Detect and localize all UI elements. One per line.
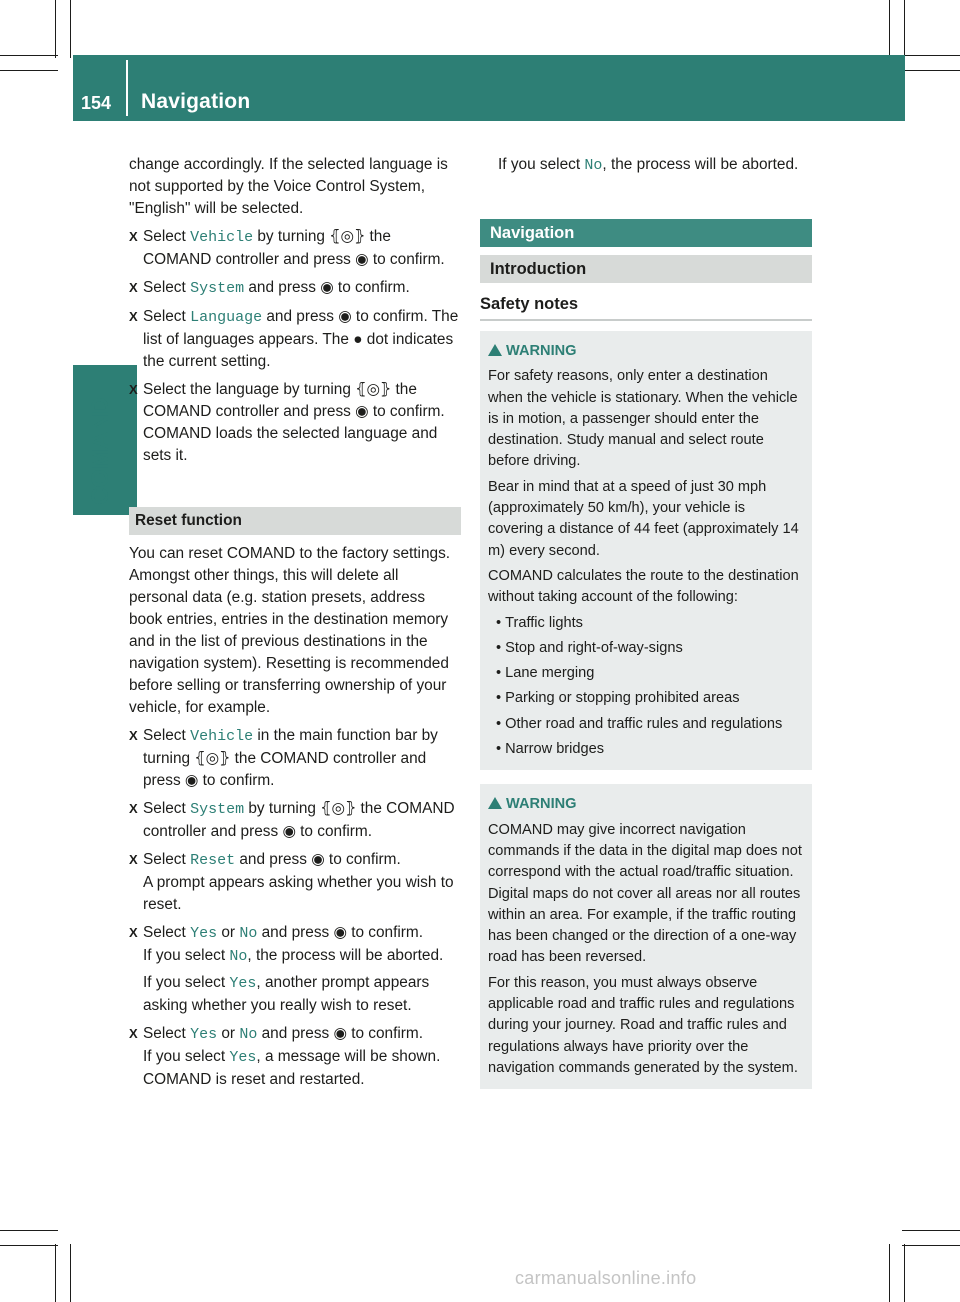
menu-keyword: Yes <box>190 925 218 942</box>
warning-paragraph: Bear in mind that at a speed of just 30 mph (approximately 50 km/h), your vehicle is covering a distance of 44 feet (approximately 14 m) every second. <box>488 478 799 559</box>
warning-paragraph: COMAND may give incorrect navigation commands if the data in the digital map does not correspond with the actual road/traffic situation. Digital maps do not cover all areas nor all routes within an area. For example, if the traffic routing has been changed or the direction of a one-way road has been reversed. <box>488 821 802 966</box>
step-select-vehicle: X Select Vehicle by turning ⦃◎⦄ the COMAND controller and press ◉ to confirm. <box>129 228 445 268</box>
loads-text: COMAND loads the selected language and sets it. <box>143 425 438 464</box>
crop-mark <box>902 1245 960 1246</box>
crop-mark <box>70 1244 71 1302</box>
crop-mark <box>55 1244 56 1302</box>
step-yes-no-2: X Select Yes or No and press ◉ to confirm. If you select Yes, a message will be shown. COMAND is reset and restarted. <box>129 1023 461 1091</box>
step-reset-reset: X Select Reset and press ◉ to confirm. A prompt appears asking whether you wish to reset. <box>129 849 461 916</box>
menu-keyword: No <box>239 1026 258 1043</box>
another-prompt-text: If you select Yes, another prompt appears asking whether you really wish to reset. <box>143 974 430 1014</box>
menu-keyword: Reset <box>190 852 236 869</box>
step-reset-system: X Select System by turning ⦃◎⦄ the COMAND controller and press ◉ to confirm. <box>129 800 455 840</box>
list-item: • Narrow bridges <box>488 739 804 760</box>
list-item: • Lane merging <box>488 663 804 684</box>
menu-keyword: Vehicle <box>190 229 254 246</box>
step-arrow-icon: X <box>129 801 138 816</box>
crop-mark <box>904 1244 905 1302</box>
step-select-system: X Select System and press ◉ to confirm. <box>129 279 410 297</box>
right-column <box>480 154 812 1089</box>
warning-triangle-icon <box>488 344 502 356</box>
step-arrow-icon: X <box>129 309 138 324</box>
warning-paragraph: For this reason, you must always observe applicable road and traffic rules and regulations during your journey. Road and traffic rules and regulations always have priority over the navigation commands generated by the system. <box>488 974 798 1076</box>
warning-title: WARNING <box>488 341 804 362</box>
step-arrow-icon: X <box>129 280 138 295</box>
step-arrow-icon: X <box>129 728 138 743</box>
menu-keyword: Yes <box>190 1026 218 1043</box>
step-arrow-icon: X <box>129 382 138 397</box>
reset-intro: You can reset COMAND to the factory settings. Amongst other things, this will delete all personal data (e.g. station presets, address book entries, entries in the destination memory and in the list of previous destinations in the navigation system). Resetting is recommended before selling or transferring ownership of your vehicle, for example. <box>129 545 451 716</box>
warning-box-2 <box>480 784 812 1089</box>
crop-mark <box>0 70 58 71</box>
menu-keyword: Vehicle <box>190 728 254 745</box>
navigation-heading: Navigation <box>480 219 812 247</box>
crop-mark <box>904 0 905 58</box>
crop-mark <box>70 0 71 58</box>
side-tab-label: COMAND <box>87 397 114 505</box>
crop-mark <box>0 1230 58 1231</box>
warning-paragraph: For safety reasons, only enter a destination when the vehicle is stationary. When the vehicle is in motion, a passenger should enter the destination. Study manual and select route before driving. <box>488 368 798 470</box>
crop-mark <box>0 55 58 56</box>
crop-mark <box>889 0 890 58</box>
crop-mark <box>902 1230 960 1231</box>
list-item: • Stop and right-of-way-signs <box>488 638 804 659</box>
reset-function-heading: Reset function <box>129 507 461 535</box>
step-arrow-icon: X <box>129 925 138 940</box>
left-column <box>129 154 461 1091</box>
page-number: 154 <box>81 93 112 113</box>
watermark: carmanualsonline.info <box>515 1268 697 1288</box>
crop-mark <box>55 0 56 58</box>
message-text: If you select Yes, a message will be shown. COMAND is reset and restarted. <box>143 1048 441 1088</box>
step-yes-no-1: X Select Yes or No and press ◉ to confirm. If you select No, the process will be aborted. If you select Yes, another prompt appears asking whether you really wish to reset. <box>129 922 461 1017</box>
menu-keyword: Language <box>190 309 263 326</box>
section-title: Navigation <box>141 90 251 113</box>
intro-paragraph: change accordingly. If the selected language is not supported by the Voice Control System, "English" will be selected. <box>129 156 448 217</box>
introduction-heading: Introduction <box>480 255 812 283</box>
step-arrow-icon: X <box>129 229 138 244</box>
step-arrow-icon: X <box>129 852 138 867</box>
list-item: • Traffic lights <box>488 613 804 634</box>
list-item: • Parking or stopping prohibited areas <box>488 688 804 709</box>
step-select-language: X Select Language and press ◉ to confirm. The list of languages appears. The ● dot indicates the current setting. <box>129 308 459 370</box>
crop-mark <box>902 70 960 71</box>
menu-keyword: System <box>190 801 245 818</box>
warning-box-1 <box>480 331 812 770</box>
list-item: • Other road and traffic rules and regulations <box>488 714 804 735</box>
safety-notes-heading: Safety notes <box>480 293 812 321</box>
crop-mark <box>902 55 960 56</box>
menu-keyword: No <box>239 925 258 942</box>
warning-triangle-icon <box>488 797 502 809</box>
step-turn-controller: X Select the language by turning ⦃◎⦄ the COMAND controller and press ◉ to confirm. COMAND loads the selected language and sets it. <box>129 379 461 467</box>
crop-mark <box>889 1244 890 1302</box>
step-arrow-icon: X <box>129 1026 138 1041</box>
crop-mark <box>0 1245 58 1246</box>
abort-text-continued: If you select No, the process will be aborted. <box>498 156 799 174</box>
header-divider <box>126 60 128 116</box>
abort-text: If you select No, the process will be aborted. <box>143 947 444 965</box>
prompt-text: A prompt appears asking whether you wish to reset. <box>143 874 454 913</box>
warning-title: WARNING <box>488 794 804 815</box>
step-reset-vehicle: X Select Vehicle in the main function bar by turning ⦃◎⦄ the COMAND controller and press ◉ to confirm. <box>129 727 438 789</box>
warning-paragraph: COMAND calculates the route to the destination without taking account of the following: <box>488 567 799 606</box>
menu-keyword: System <box>190 280 245 297</box>
